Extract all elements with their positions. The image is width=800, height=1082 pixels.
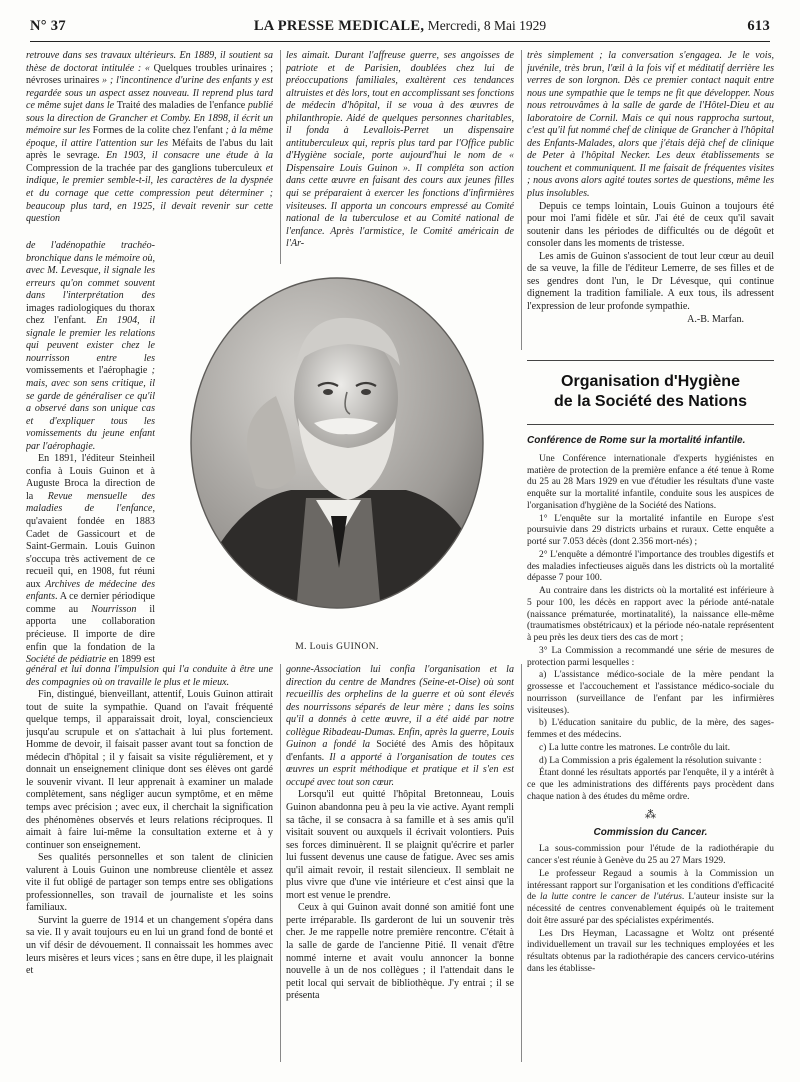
column-divider <box>280 664 281 1062</box>
paragraph <box>527 646 774 670</box>
subheading-cancer: Commission du Cancer. <box>593 826 708 838</box>
page-number: 613 <box>747 18 770 34</box>
text-run: Le professeur Regaud a soumis à la Commission un intéressant rapport sur l'organisation et les conditions d'efficacité de <box>527 868 774 903</box>
paragraph <box>527 550 774 585</box>
paragraph <box>26 453 155 664</box>
text-run: Au contraire dans les districts où la mortalité est inférieure à 5 pour 100, les décès en rapport avec la période anté-natale (naissance prématurée, mortinatalité), la naissance elle-même (traumatismes obstétricaux) et la période néo-natale représentent à peu près les deux tiers des cas de mort ; <box>527 586 774 643</box>
text-run: 1° L'enquête sur la mortalité infantile en Europe s'est poursuivie dans 29 districts urbains et ruraux. Cette enquête a porté sur 7.053 décès (dont 2.356 mort-nés) ; <box>527 513 774 547</box>
italic-run: Société de pédiatrie <box>26 654 107 664</box>
issue-date: Mercredi, 8 Mai 1929 <box>424 18 547 33</box>
text-run: Quelques troubles urinaires ; névroses urinaires <box>26 62 273 87</box>
column-3-lower-text <box>527 432 774 1062</box>
text-run: Lorsqu'il eut quitté l'hôpital Bretonneau, Louis Guinon abandonna peu à peu la vie active. Ayant rempli sa tâche, il se consacra à sa famille et à ses amis qu'il visitait souvent ou auxquels il écrivait volontiers. Puis ses forces diminuèrent. Il se plaignit qu'écrire et parler lui fussent devenus une cause de fatigue. Avec ses amis qu'il aimait revoir, il restait silencieux. Il semblait ne plus vivre que d'une vie intérieure et c'est ainsi que la mort est venue le prendre. <box>286 789 514 901</box>
running-header <box>30 16 770 42</box>
text-run: Formes de la colite chez l'enfant <box>92 125 223 137</box>
column-divider <box>521 664 522 1062</box>
text-run: 2° L'enquête a démontré l'importance des troubles digestifs et des maladies infectieuses aiguës dans les districts où la mortalité dépasse 7 pour 100. <box>527 549 774 584</box>
column-3-top-text <box>527 50 774 358</box>
section-title-line-2: de la Société des Nations <box>554 393 747 410</box>
section-divider <box>527 360 774 361</box>
text-run: en 1899 est <box>108 654 155 664</box>
text-run: images radiologiques du thorax chez l'enfant <box>26 302 155 327</box>
text-run: c) La lutte contre les matrones. Le contrôle du lait. <box>539 742 731 753</box>
column-2-bottom-text <box>286 664 514 1062</box>
column-1-bottom-text <box>26 664 273 1062</box>
text-run: a) L'assistance médico-sociale de la mère pendant la grossesse et l'accouchement et l'assistance médico-sociale du nourrisson (surveillance de l'enfant par les infirmières visiteuses). <box>527 670 774 716</box>
paragraph <box>527 514 774 549</box>
italic-run: publié sous la direction de Grancher et Comby. En 1898, il écrit un mémoire sur les <box>26 100 273 137</box>
italic-run: » ; l'incontinence d'urine des enfants y est regardée sous un aspect assez nouveau. Il reprend plus tard ce même sujet dans le <box>26 75 273 112</box>
paragraph <box>527 586 774 645</box>
paragraph <box>527 50 774 201</box>
text-run: b) L'éducation sanitaire du public, de la mère, des sages-femmes et des médecins. <box>527 718 774 740</box>
paragraph <box>286 902 514 1002</box>
section-heading <box>527 372 774 412</box>
paragraph <box>527 929 774 976</box>
text-run: Méfaits de l'abus du lait après le sevrage <box>26 137 273 162</box>
journal-title-line <box>30 18 770 35</box>
text-run: d) La Commission a pris également la résolution suivante : <box>539 755 762 766</box>
text-run: Compression de la trachée par des ganglions tuberculeux <box>26 162 263 174</box>
column-divider <box>521 50 522 350</box>
portrait-figure <box>156 268 518 664</box>
column-1-top-text <box>26 50 273 240</box>
section-heading-rule <box>527 424 774 425</box>
italic-run: très simplement ; la conversation s'engagea. Je le vois, juvénile, très brun, l'œil à la fois vif et méditatif derrière les verres de son lorgnon. Dès ce premier contact naquit entre nous une sympathie que le temps ne fit que développer. Nous nous retrouvâmes à la salle de garde de l'Hôtel-Dieu et au laboratoire de Cornil. Mais ce qui nous rapprocha surtout, c'est qu'il fut nommé chef de clinique de Grancher à l'hôpital des Enfants-Malades, alors que j'étais déjà chef de clinique de Peter à l'hôpital Necker. Les deux établissements se touchent et communiquent. Il me faisait de fréquentes visites ; nous avons alors agité toutes sortes de questions, même les plus insolubles. <box>527 50 774 200</box>
paragraph <box>26 915 273 978</box>
rome-conference-paragraphs <box>527 454 774 804</box>
italic-run: Archives de médecine des enfants <box>26 578 155 603</box>
asterism: ⁂ <box>645 808 656 821</box>
column-1-wrap-text <box>26 240 155 664</box>
author-signature: A.-B. Marfan. <box>687 314 744 326</box>
paragraph <box>527 251 774 314</box>
italic-run: général et lui donna l'impulsion qui l'a conduite à être une des compagnies où on travaille le plus et le mieux. <box>26 664 273 688</box>
italic-run: la lutte contre le cancer de l'utérus <box>539 892 682 903</box>
text-run: Traité des maladies de l'enfance <box>116 100 246 112</box>
column-2-top-text <box>286 50 514 265</box>
italic-run: de l'adénopathie trachéo-bronchique dans le mémoire où, avec M. Levesque, il signale les erreurs qu'on commet souvent dans l'interprétation des <box>26 240 155 302</box>
italic-run: retrouve dans ses travaux ultérieurs. En 1889, il soutient sa thèse de doctorat intitulée : « <box>26 50 273 74</box>
paragraph <box>286 664 514 789</box>
italic-run: et indique, le premier semble-t-il, les caractères de la dyspnée et du cornage que cette compression peut déterminer ; beaucoup plus tard, en 1925, il devait revenir sur cette question <box>26 162 273 225</box>
column-divider <box>280 50 281 264</box>
italic-run: ; à la même époque, il attire l'attention sur les <box>26 125 273 149</box>
italic-run: . Il a apporté à l'organisation de toutes ces œuvres un esprit méthodique et pratique et il s'en est occupé avec tout son cœur. <box>286 751 514 788</box>
italic-run: les aimait. Durant l'affreuse guerre, ses angoisses de patriote et de Parisien, doublées chez lui de préoccupations familiales, exaltèrent ces tendances altruistes et dès lors, tout en accomplissant ses fonctions de médecin d'hôpital, il se voua à des œuvres de philanthropie. Aidé de quelques personnes charitables, il fonda à Levallois-Perret un dispensaire antituberculeux qui, repris plus tard par l'Office public d'Hygiène sociale, porte aujourd'hui le nom de « Dispensaire Louis Guinon ». Il compléta son action dans cette œuvre en faisant des cours aux jeunes filles qui se préparaient à exercer les fonctions d'infirmières visiteuses. Il apporta un concours empressé au Comité national de la tuberculose et au Comité national de l'enfance. Après l'armistice, le Comité américain de l'Ar- <box>286 50 514 250</box>
paragraph <box>26 852 273 915</box>
italic-run: ; mais, avec son sens critique, il se garde de généraliser ce qu'il a observé dans son unique cas et d'expliquer tous les vomissements du jeune enfant par l'aérophagie. <box>26 365 155 452</box>
text-run: En 1891, l'éditeur Steinheil confia à Louis Guinon et à Auguste Broca la direction de la <box>26 453 155 502</box>
paragraph <box>527 718 774 742</box>
text-run: Étant donné les résultats apportés par l'enquête, il y a intérêt à ce que les administrations des différents pays procèdent dans chaque nation à des études du même ordre. <box>527 768 774 802</box>
paragraph <box>527 844 774 868</box>
paragraph <box>527 454 774 513</box>
italic-run: . En 1904, il signale le premier les relations qui peuvent exister chez le nourrisson entre les <box>26 315 155 364</box>
paragraph <box>26 664 273 689</box>
text-run: vomissements et l'aérophagie <box>26 365 148 377</box>
italic-run: Nourrisson <box>91 603 137 615</box>
subheading-rome: Conférence de Rome sur la mortalité infantile. <box>527 435 746 446</box>
portrait-photo <box>156 268 518 664</box>
paragraph <box>527 756 774 768</box>
issue-number: N° 37 <box>30 18 66 34</box>
paragraph <box>527 201 774 251</box>
text-run: La sous-commission pour l'étude de la radiothérapie du cancer s'est réunie à Genève du 25 au 27 Mars 1929. <box>527 844 774 866</box>
text-run: Ses qualités personnelles et son talent de clinicien valurent à Louis Guinon une nombreuse clientèle et assez vite il fut obligé de partager son temps entre ses obligations professionnelles, son travail de journaliste et les soins familiaux. <box>26 852 273 914</box>
journal-name: LA PRESSE MEDICALE, <box>253 18 425 34</box>
cancer-commission-paragraphs <box>527 844 774 975</box>
italic-run: . En 1903, il consacre une étude à la <box>97 150 273 162</box>
text-run: . L'auteur insiste sur la nécessité de centres convenablement équipés où le traitement doit être assuré par des spécialistes expérimentés. <box>527 892 774 926</box>
italic-run: Revue mensuelle des maladies de l'enfance <box>26 490 155 515</box>
text-run: Une Conférence internationale d'experts hygiénistes en matière de protection de la première enfance a été tenue à Rome du 25 au 28 Mars 1929 en vue d'étudier les résultats d'une vaste enquête sur la mortalité infantile, conduite sous les auspices de l'organisation d'hygiène de la Société des Nations. <box>527 453 774 511</box>
text-run: Depuis ce temps lointain, Louis Guinon a toujours été pour moi l'ami fidèle et sûr. J'ai été de ceux qu'il savait soutenir dans les périodes de difficultés ou de dégoût et consoler dans les moments de tristesse. <box>527 200 774 250</box>
text-run: Société des Amis des hôpitaux d'enfants <box>286 739 514 763</box>
paragraph <box>286 50 514 251</box>
text-run: Survint la guerre de 1914 et un changement s'opéra dans sa vie. Il y avait toujours eu en lui un grand fond de bonté et un vif désir de dévouement. Il connaissait les hommes avec leurs misères et leurs vices ; sans en être dupe, il les plaignait et <box>26 914 273 977</box>
text-run: . A ce dernier périodique comme au <box>26 591 155 615</box>
text-run: Fin, distingué, bienveillant, attentif, Louis Guinon attirait tout de suite la sympathie. Quand on l'avait fréquenté quelque temps, il apparaissait droit, loyal, consciencieux jusqu'au scrupule et on s'attachait à lui plus fortement. Homme de devoir, il faisait passer avant tout sa fonction de médecin d'hôpital ; il y faisait sa visite régulièrement, et y donnait un enseignement clinique dont ses élèves ont gardé le souvenir vivant. Il leur apprenait à examiner un malade complètement, sans négliger aucun symptôme, et en même temps avec précision ; avec eux, il cherchait la signification des phénomènes observés et leurs relations réciproques. Il aimait à faire lui-même la consultation externe et à y continuer son enseignement. <box>26 689 273 851</box>
italic-run: gonne-Association lui confia l'organisation et la direction du centre de Mandres (Seine-et-Oise) où sont recueillis des orphelins de la guerre et où sont élevés des nourrissons séparés de leur mère ; dans les soins qu'il a donnés à cette œuvre, il a été aidé par notre collègue Ribadeau-Dumas. Enfin, après la guerre, Louis Guinon a fondé la <box>286 664 514 751</box>
paragraph <box>286 789 514 902</box>
column-3-top-paragraphs <box>527 50 774 313</box>
text-run: Les Drs Heyman, Lacassagne et Woltz ont présenté individuellement un travail sur les techniques employées et les résultats obtenus par la radiothérapie des cancers cervico-utérins dans les établisse- <box>527 928 774 974</box>
paragraph <box>26 50 273 226</box>
portrait-caption: M. Louis GUINON. <box>295 642 379 652</box>
paragraph <box>527 768 774 803</box>
paragraph <box>527 869 774 928</box>
text-run: 3° La Commission a recommandé une série de mesures de protection parmi lesquelles : <box>527 645 774 668</box>
text-run: Ceux à qui Guinon avait donné son amitié font une perte irréparable. Ils garderont de lui un souvenir très cher. Je me rappelle notre première rencontre. C'était à la salle de garde de l'ancienne Pitié. Il venait d'être nommé interne et avait voulu annoncer la bonne nouvelle à un de nos collègues ; il l'attendait dans le petit local qui servait de bibliothèque. J'y entrai ; il se présenta <box>286 902 514 1002</box>
text-run: , qu'avaient fondée en 1883 Cadet de Gassicourt et de Saint-Germain. Louis Guinon s'occupa très activement de ce recueil qui, en 1908, fut réuni aux <box>26 503 155 590</box>
text-run: Les amis de Guinon s'associent de tout leur cœur au deuil de sa veuve, la fille de l'éditeur Lemerre, de ses filles et de ses gendres dont l'un, le Dr Lévesque, qui continue dignement la tradition familiale. A eux tous, ils adressent l'expression de leur profonde sympathie. <box>527 250 774 312</box>
paragraph <box>527 670 774 717</box>
paragraph <box>26 689 273 852</box>
paragraph <box>527 743 774 755</box>
text-run: il apporta une collaboration précieuse. Il importe de dire enfin que la fondation de la <box>26 603 155 653</box>
paragraph <box>26 240 155 453</box>
section-title-line-1: Organisation d'Hygiène <box>561 373 740 390</box>
